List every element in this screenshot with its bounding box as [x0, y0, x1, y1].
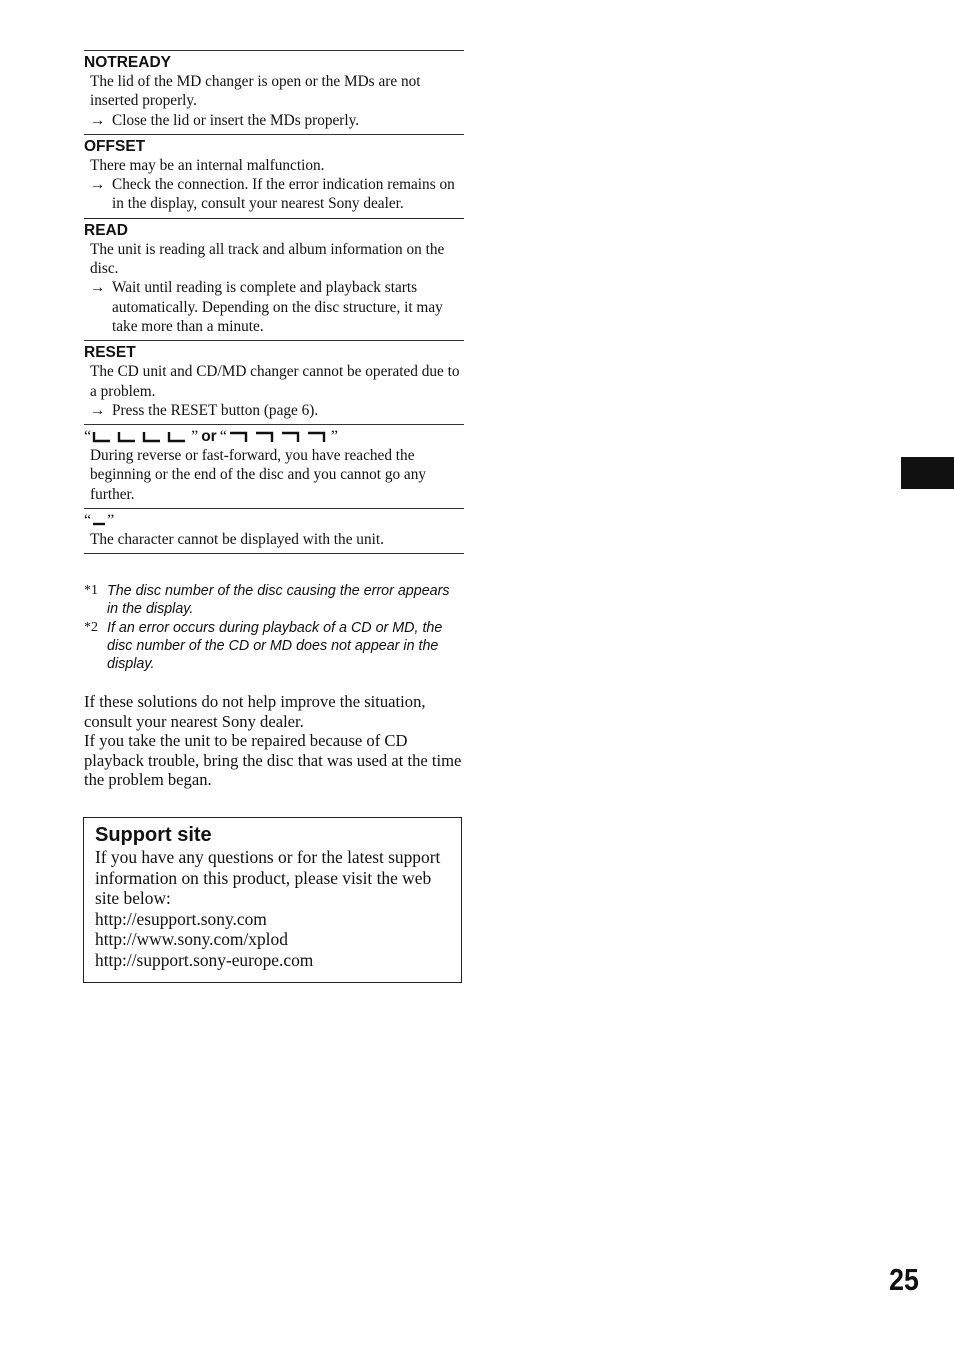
entry-description: The CD unit and CD/MD changer cannot be operated due to a problem. [90, 363, 460, 400]
entry-undisplayable-character [84, 508, 464, 554]
paragraph: If these solutions do not help improve the situation, consult your nearest Sony dealer. [84, 692, 426, 731]
body-text [84, 692, 464, 790]
footnotes [84, 582, 464, 673]
arrow-icon: → [90, 111, 106, 129]
paragraph: If you take the unit to be repaired because of CD playback trouble, bring the disc that was used at the time the problem began. [84, 731, 462, 790]
entry-remedy: → Check the connection. If the error indication remains on in the display, consult your nearest Sony dealer. [90, 176, 455, 213]
footnote: *2 If an error occurs during playback of a CD or MD, the disc number of the CD or MD does not appear in the display. [84, 619, 443, 673]
display-segments-top-icon [227, 430, 331, 444]
entry-description: The character cannot be displayed with the unit. [90, 531, 384, 549]
arrow-icon: → [90, 279, 106, 297]
support-site-box [83, 817, 462, 983]
entry-title: RESET [84, 344, 136, 362]
entry-description: There may be an internal malfunction. [90, 156, 325, 174]
entry-remedy: → Wait until reading is complete and playback starts automatically. Depending on the disc structure, it may take more than a minute. [90, 279, 443, 335]
error-message-list [84, 50, 464, 554]
entry-read [84, 218, 464, 340]
entry-description: During reverse or fast-forward, you have reached the beginning or the end of the disc and you cannot go any further. [90, 447, 427, 503]
arrow-icon: → [90, 176, 106, 194]
support-text: If you have any questions or for the latest support information on this product, please visit the web site below: [95, 847, 441, 908]
support-title: Support site [95, 824, 212, 846]
display-segments-bottom-icon [91, 430, 191, 444]
entry-reset [84, 340, 464, 424]
entry-offset [84, 134, 464, 218]
entry-title: READ [84, 221, 128, 239]
entry-title: “ ” [84, 512, 115, 530]
support-url: http://esupport.sony.com [95, 908, 267, 929]
entry-notready [84, 50, 464, 134]
display-underscore-icon [91, 515, 107, 527]
footnote: *1 The disc number of the disc causing the error appears in the display. [84, 583, 450, 618]
support-url: http://support.sony-europe.com [95, 949, 314, 970]
entry-title: NOTREADY [84, 54, 171, 71]
support-url: http://www.sony.com/xplod [95, 929, 288, 949]
entry-remedy: → Press the RESET button (page 6). [90, 401, 319, 419]
arrow-icon: → [90, 401, 106, 419]
entry-disc-end [84, 424, 464, 508]
entry-description: The unit is reading all track and album information on the disc. [90, 240, 445, 278]
entry-title: “ ” or “ ” [84, 428, 338, 446]
entry-description: The lid of the MD changer is open or the MDs are not inserted properly. [90, 73, 421, 110]
page-number: 25 [889, 1262, 919, 1297]
entry-title: OFFSET [84, 137, 146, 155]
section-tab-marker [901, 457, 954, 489]
entry-remedy: → Close the lid or insert the MDs properly. [90, 111, 360, 129]
